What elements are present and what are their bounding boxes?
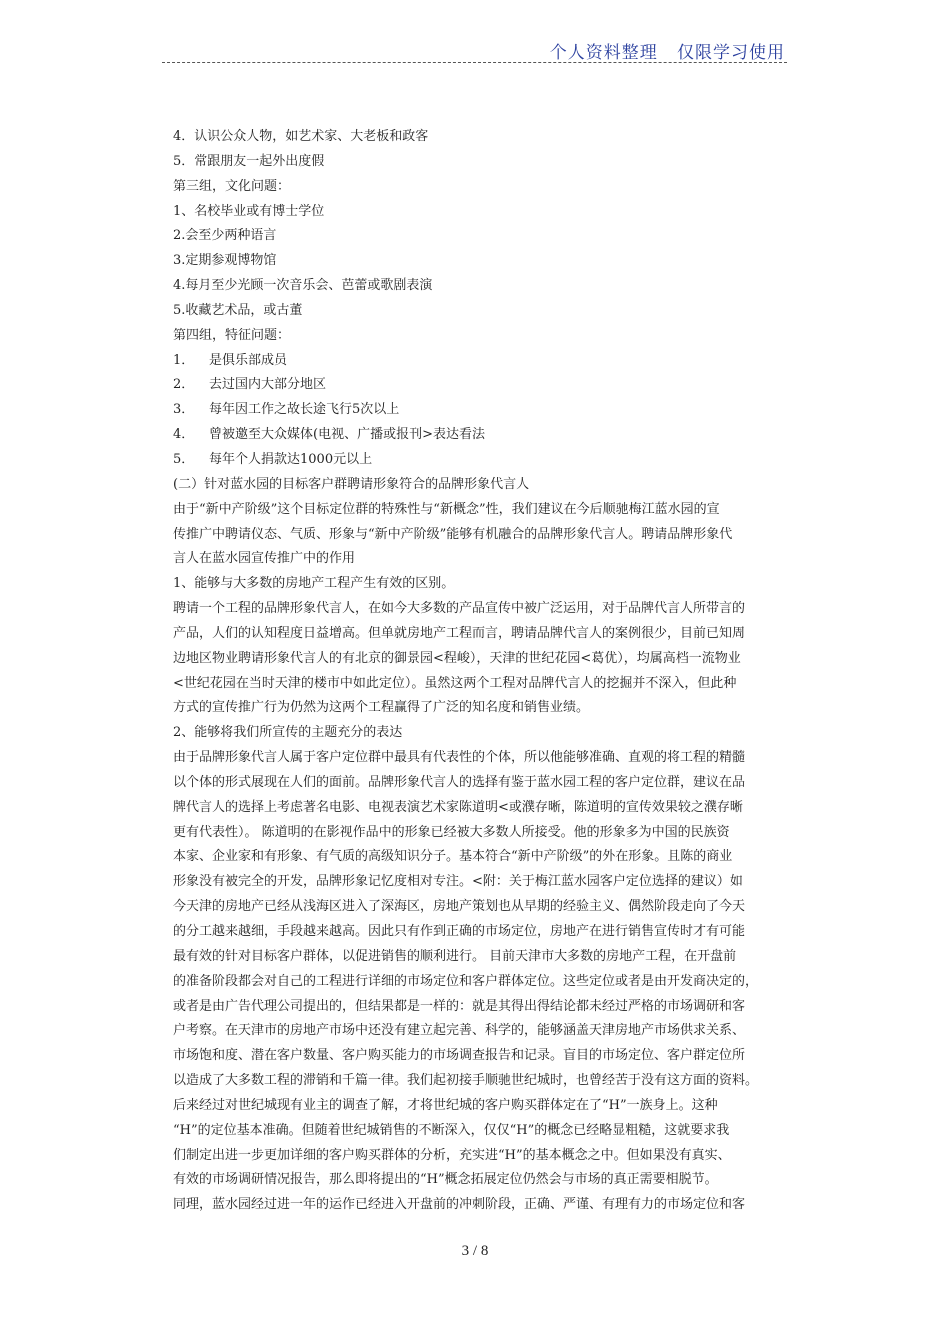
text-line	[173, 473, 813, 498]
text-line	[173, 1168, 813, 1193]
line-text: 4．认识公众人物，如艺术家、大老板和政客	[173, 129, 429, 144]
line-text: 4.每月至少光顾一次音乐会、芭蕾或歌剧表演	[173, 278, 433, 294]
line-text: 由于“新中产阶级”这个目标定位群的特殊性与“新概念”性，我们建议在今后顺驰梅江蓝水园的宣	[173, 501, 720, 517]
list-number: 2．	[173, 377, 195, 393]
text-line	[173, 920, 813, 945]
line-text: 今天津的房地产已经从浅海区进入了深海区，房地产策划也从早期的经验主义、偶然阶段走向了今天	[173, 899, 746, 915]
text-line	[173, 672, 813, 697]
line-text: 最有效的针对目标客户群体，以促进销售的顺利进行。 目前天津市大多数的房地产工程，在开盘前	[173, 948, 737, 964]
line-text: 同理，蓝水园经过进一年的运作已经进入开盘前的冲刺阶段，正确、严谨、有理有力的市场定位和客	[173, 1197, 746, 1213]
line-text: 曾被邀至大众媒体(电视、广播或报刊>表达看法	[209, 427, 485, 443]
text-line	[173, 249, 813, 274]
text-line	[173, 696, 813, 721]
text-line	[173, 1144, 813, 1169]
page-header	[162, 38, 787, 63]
text-line	[173, 349, 813, 374]
line-text: 更有代表性）。 陈道明的在影视作品中的形象已经被大多数人所接受。他的形象多为中国的民族资	[173, 824, 730, 840]
text-line	[173, 200, 813, 225]
line-text: 以个体的形式展现在人们的面前。品牌形象代言人的选择有鉴于蓝水园工程的客户定位群，建议在品	[173, 774, 746, 790]
text-line	[173, 597, 813, 622]
text-line	[173, 970, 813, 995]
list-number: 4．	[173, 427, 195, 443]
text-line	[173, 1019, 813, 1044]
text-line	[173, 845, 813, 870]
line-text: 每年个人捐款达1000元以上	[209, 451, 373, 467]
text-line	[173, 423, 813, 448]
text-line	[173, 771, 813, 796]
text-line	[173, 175, 813, 200]
line-text: 第三组，文化问题：	[173, 178, 291, 194]
line-text: 言人在蓝水园宣传推广中的作用	[173, 551, 356, 567]
text-line	[173, 448, 813, 473]
line-text: 的准备阶段都会对自己的工程进行详细的市场定位和客户群体定位。这些定位或者是由开发商决定的，	[173, 973, 759, 989]
line-text: 5．常跟朋友一起外出度假	[173, 153, 325, 169]
text-line	[173, 746, 813, 771]
line-text: 2、能够将我们所宣传的主题充分的表达	[173, 725, 403, 741]
line-text: 产品，人们的认知程度日益增高。但单就房地产工程而言，聘请品牌代言人的案例很少，目前已知周	[173, 625, 746, 641]
text-line	[173, 622, 813, 647]
line-text: 由于品牌形象代言人属于客户定位群中最具有代表性的个体，所以他能够准确、直观的将工程的精髓	[173, 750, 746, 766]
text-line	[173, 324, 813, 349]
line-text: 第四组，特征问题：	[173, 327, 291, 343]
text-line	[173, 721, 813, 746]
text-line	[173, 398, 813, 423]
line-text: 们制定出进一步更加详细的客户购买群体的分析，充实进“H”的基本概念之中。但如果没有真实、	[173, 1147, 731, 1163]
text-line	[173, 1094, 813, 1119]
line-text: 牌代言人的选择上考虑著名电影、电视表演艺术家陈道明<或濮存晰，陈道明的宣传效果较之濮存晰	[173, 799, 743, 815]
list-number: 5．	[173, 451, 195, 467]
line-text: 以造成了大多数工程的滞销和千篇一律。我们起初接手顺驰世纪城时，也曾经苦于没有这方面的资料。	[173, 1073, 759, 1089]
header-text: 个人资料整理 仅限学习使用	[549, 43, 785, 63]
line-text: 后来经过对世纪城现有业主的调查了解，才将世纪城的客户购买群体定在了“H”一族身上。这种	[173, 1097, 718, 1113]
list-number: 1．	[173, 352, 195, 368]
text-line	[173, 373, 813, 398]
document-body	[173, 125, 813, 1218]
text-line	[173, 523, 813, 548]
line-text: 本家、企业家和有形象、有气质的高级知识分子。基本符合“新中产阶级”的外在形象。且陈的商业	[173, 849, 733, 865]
line-text: “H”的定位基本准确。但随着世纪城销售的不断深入，仅仅“H”的概念已经略显粗糙，这就要求我	[173, 1122, 730, 1138]
line-text: (二）针对蓝水园的目标客户群聘请形象符合的品牌形象代言人	[173, 476, 530, 492]
line-text: 市场饱和度、潜在客户数量、客户购买能力的市场调查报告和记录。盲目的市场定位、客户群定位所	[173, 1048, 746, 1064]
line-text: 或者是由广告代理公司提出的，但结果都是一样的：就是其得出得结论都未经过严格的市场调研和客	[173, 998, 746, 1014]
line-text: 形象没有被完全的开发，品牌形象记忆度相对专注。<附：关于梅江蓝水园客户定位选择的建议）如	[173, 874, 743, 890]
text-line	[173, 821, 813, 846]
line-text: 5.收藏艺术品，或古董	[173, 302, 303, 318]
line-text: 户考察。在天津市的房地产市场中还没有建立起完善、科学的，能够涵盖天津房地产市场供求关系、	[173, 1023, 746, 1039]
line-text: 边地区物业聘请形象代言人的有北京的御景园<程峻），天津的世纪花园<葛优），均属高档一流物业	[173, 650, 741, 666]
line-text: 聘请一个工程的品牌形象代言人，在如今大多数的产品宣传中被广泛运用，对于品牌代言人所带言的	[173, 601, 746, 617]
text-line	[173, 498, 813, 523]
page-number: 3 / 8	[461, 1243, 489, 1259]
text-line	[173, 125, 813, 150]
line-text: 的分工越来越细，手段越来越高。因此只有作到正确的市场定位，房地产在进行销售宣传时才有可能	[173, 924, 746, 939]
text-line	[173, 647, 813, 672]
line-text: 传推广中聘请仪态、气质、形象与“新中产阶级”能够有机融合的品牌形象代言人。聘请品牌形象代	[173, 526, 733, 542]
text-line	[173, 1193, 813, 1218]
text-line	[173, 1069, 813, 1094]
text-line	[173, 274, 813, 299]
line-text: 1、名校毕业或有博士学位	[173, 203, 325, 219]
line-text: 有效的市场调研情况报告，那么即将提出的“H”概念拓展定位仍然会与市场的真正需要相脱节。	[173, 1172, 718, 1188]
line-text: 2.会至少两种语言	[173, 228, 277, 244]
text-line	[173, 945, 813, 970]
text-line	[173, 895, 813, 920]
line-text: 是俱乐部成员	[209, 352, 288, 368]
line-text: 方式的宣传推广行为仍然为这两个工程赢得了广泛的知名度和销售业绩。	[173, 700, 590, 716]
list-number: 3．	[173, 402, 195, 418]
text-line	[173, 224, 813, 249]
line-text: 每年因工作之故长途飞行5次以上	[209, 402, 400, 418]
text-line	[173, 995, 813, 1020]
text-line	[173, 796, 813, 821]
text-line	[173, 1044, 813, 1069]
text-line	[173, 870, 813, 895]
line-text: 1、能够与大多数的房地产工程产生有效的区别。	[173, 576, 455, 592]
line-text: <世纪花园在当时天津的楼市中如此定位）。虽然这两个工程对品牌代言人的挖掘并不深入，但此种	[173, 675, 737, 691]
line-text: 3.定期参观博物馆	[173, 253, 277, 269]
text-line	[173, 547, 813, 572]
text-line	[173, 150, 813, 175]
text-line	[173, 299, 813, 324]
text-line	[173, 572, 813, 597]
text-line	[173, 1119, 813, 1144]
line-text: 去过国内大部分地区	[209, 377, 327, 393]
